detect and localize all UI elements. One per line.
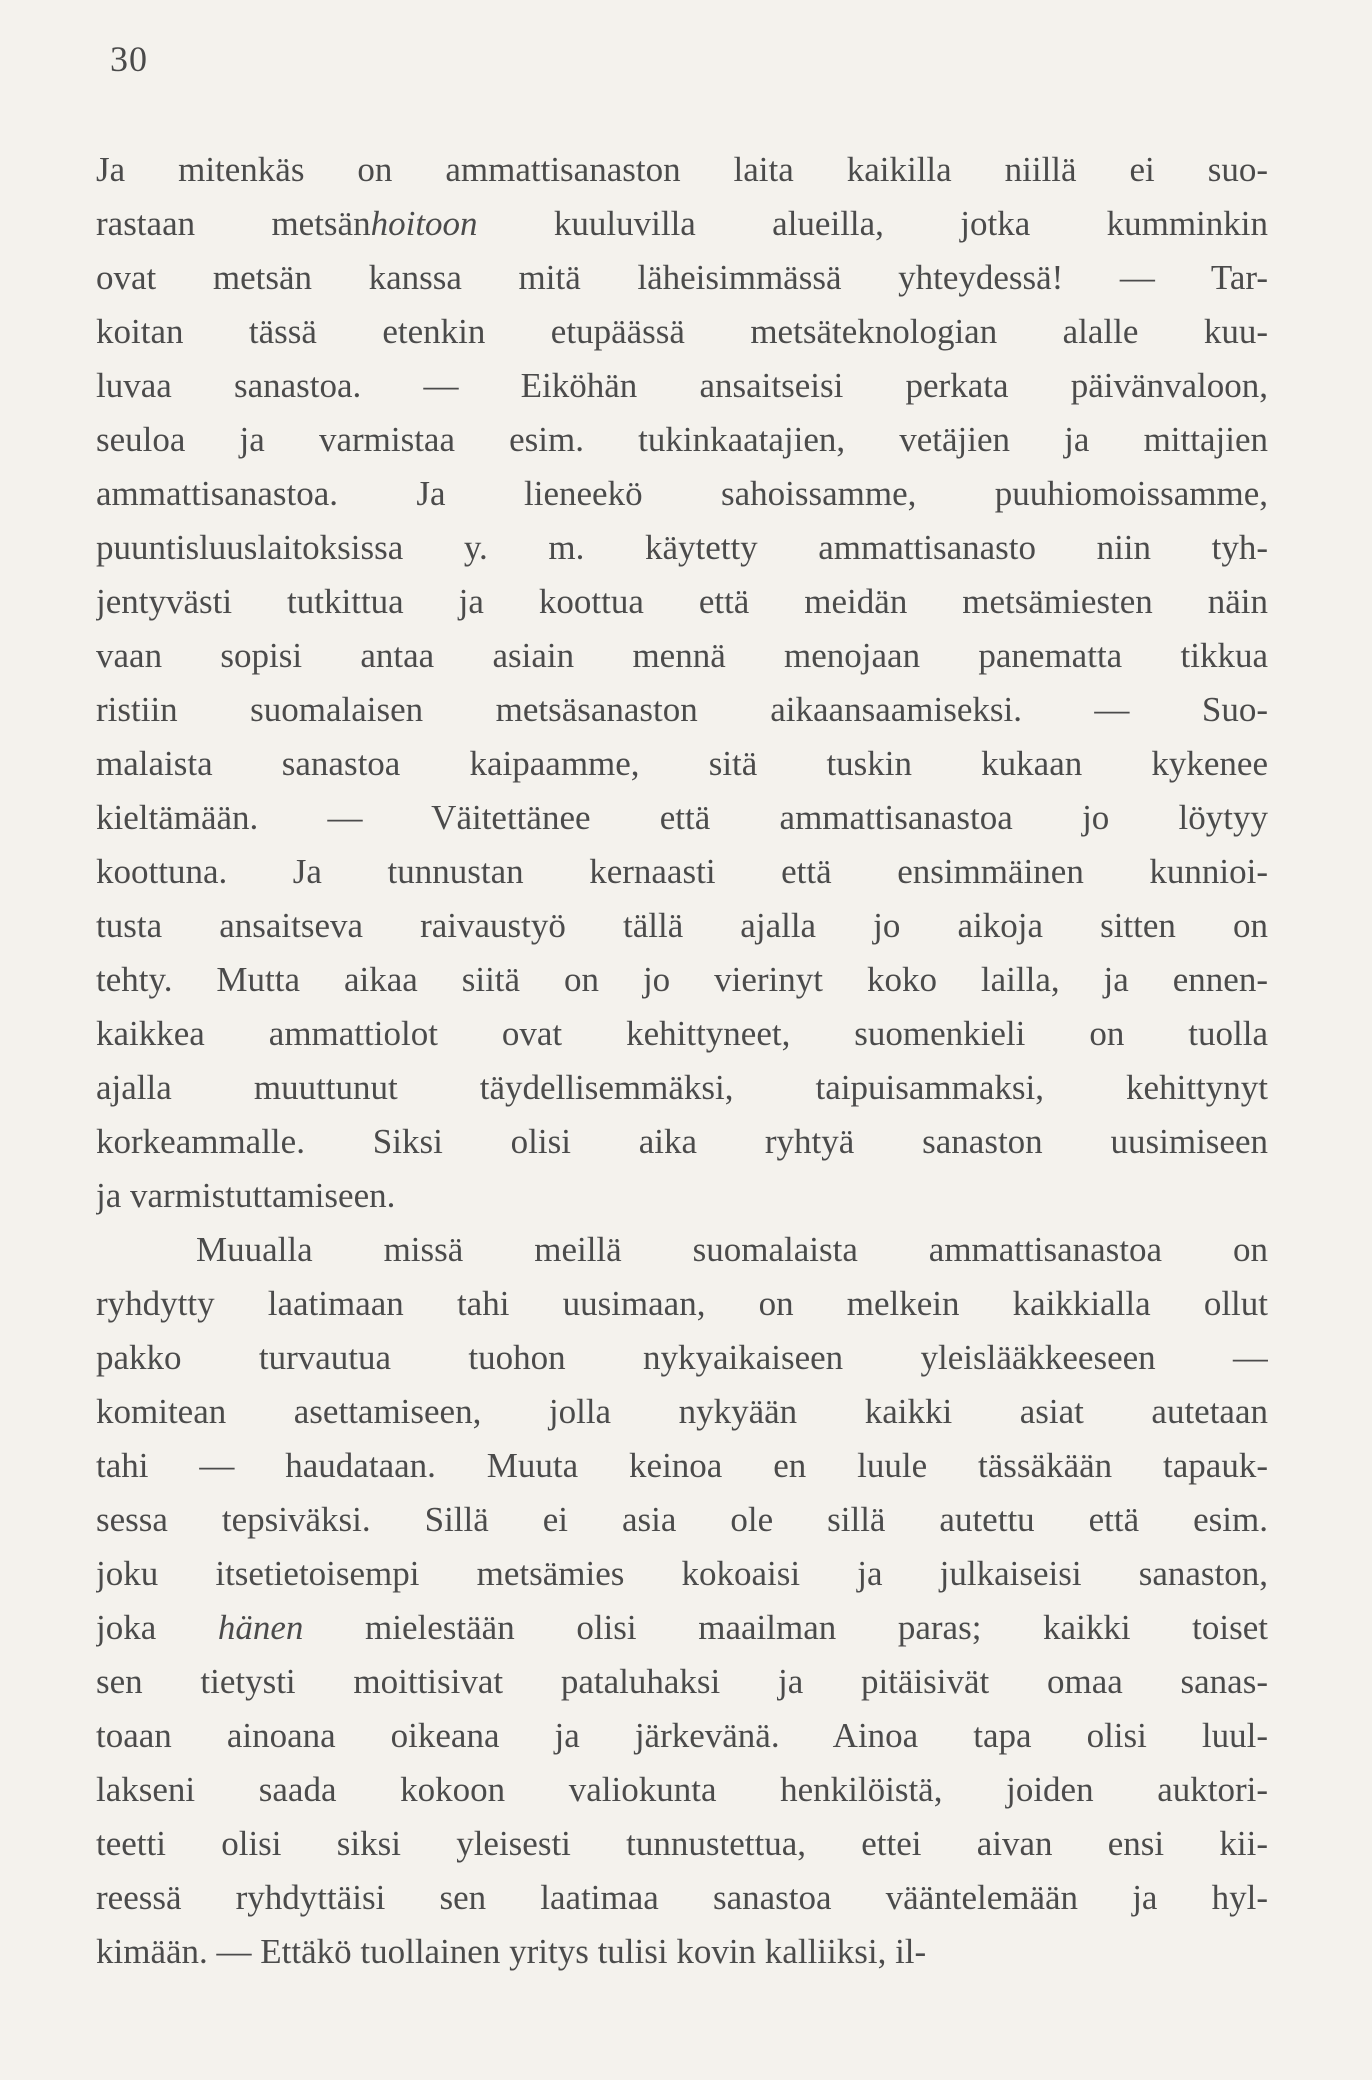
text-line: tahi — haudataan. Muuta keinoa en luule tässäkään tapauk-: [96, 1446, 1268, 1485]
text-line: reessä ryhdyttäisi sen laatimaa sanastoa vääntelemään ja hyl-: [96, 1878, 1268, 1917]
text-line: ja varmistuttamiseen.: [96, 1176, 396, 1215]
text-line: malaista sanastoa kaipaamme, sitä tuskin kukaan kykenee: [96, 744, 1268, 783]
paragraph: [96, 143, 1268, 1223]
text-line: jentyvästi tutkittua ja koottua että meidän metsämiesten näin: [96, 582, 1268, 621]
text-line: joku itsetietoisempi metsämies kokoaisi ja julkaiseisi sanaston,: [96, 1554, 1268, 1593]
text-line: ristiin suomalaisen metsäsanaston aikaansaamiseksi. — Suo-: [96, 690, 1268, 729]
text-segment: mielestään olisi maailman paras; kaikki toiset: [303, 1608, 1268, 1647]
text-line: Ja mitenkäs on ammattisanaston laita kaikilla niillä ei suo-: [96, 150, 1268, 189]
text-line: teetti olisi siksi yleisesti tunnustettua, ettei aivan ensi kii-: [96, 1824, 1268, 1863]
text-line: vaan sopisi antaa asiain mennä menojaan panematta tikkua: [96, 636, 1268, 675]
text-line: puuntisluuslaitoksissa y. m. käytetty ammattisanasto niin tyh-: [96, 528, 1268, 567]
text-line: komitean asettamiseen, jolla nykyään kaikki asiat autetaan: [96, 1392, 1268, 1431]
paragraph: [96, 1223, 1268, 1979]
text-segment: kuuluvilla alueilla, jotka kumminkin: [477, 204, 1268, 243]
text-line: ryhdytty laatimaan tahi uusimaan, on melkein kaikkialla ollut: [96, 1284, 1268, 1323]
text-line: sen tietysti moittisivat pataluhaksi ja pitäisivät omaa sanas-: [96, 1662, 1268, 1701]
text-line: lakseni saada kokoon valiokunta henkilöistä, joiden auktori-: [96, 1770, 1268, 1809]
text-line: pakko turvautua tuohon nykyaikaiseen yleislääkkeeseen —: [96, 1338, 1268, 1377]
text-line: ovat metsän kanssa mitä läheisimmässä yhteydessä! — Tar-: [96, 258, 1268, 297]
italic-text: hoitoon: [370, 204, 478, 243]
text-line: seuloa ja varmistaa esim. tukinkaatajien, vetäjien ja mittajien: [96, 420, 1268, 459]
body-text: [96, 143, 1268, 1979]
text-line: sessa tepsiväksi. Sillä ei asia ole sillä autettu että esim.: [96, 1500, 1268, 1539]
text-line: tehty. Mutta aikaa siitä on jo vierinyt koko lailla, ja ennen-: [96, 960, 1268, 999]
text-line: Muualla missä meillä suomalaista ammattisanastoa on: [196, 1230, 1268, 1269]
text-line: [96, 197, 1268, 251]
text-line: kaikkea ammattiolot ovat kehittyneet, suomenkieli on tuolla: [96, 1014, 1268, 1053]
text-line: kimään. — Ettäkö tuollainen yritys tulisi kovin kalliiksi, il-: [96, 1932, 927, 1971]
text-line: ammattisanastoa. Ja lieneekö sahoissamme, puuhiomoissamme,: [96, 474, 1268, 513]
text-line: korkeammalle. Siksi olisi aika ryhtyä sanaston uusimiseen: [96, 1122, 1268, 1161]
text-line: toaan ainoana oikeana ja järkevänä. Ainoa tapa olisi luul-: [96, 1716, 1268, 1755]
text-line: kieltämään. — Väitettänee että ammattisanastoa jo löytyy: [96, 798, 1268, 837]
text-segment: joka: [96, 1608, 218, 1647]
text-line: tusta ansaitseva raivaustyö tällä ajalla jo aikoja sitten on: [96, 906, 1268, 945]
text-line: ajalla muuttunut täydellisemmäksi, taipuisammaksi, kehittynyt: [96, 1068, 1268, 1107]
text-line: luvaa sanastoa. — Eiköhän ansaitseisi perkata päivänvaloon,: [96, 366, 1268, 405]
page-number: 30: [110, 39, 148, 79]
text-segment: rastaan metsän: [96, 204, 371, 243]
text-line: [96, 1601, 1268, 1655]
text-line: koitan tässä etenkin etupäässä metsäteknologian alalle kuu-: [96, 312, 1268, 351]
italic-text: hänen: [217, 1608, 304, 1647]
text-line: koottuna. Ja tunnustan kernaasti että ensimmäinen kunnioi-: [96, 852, 1268, 891]
